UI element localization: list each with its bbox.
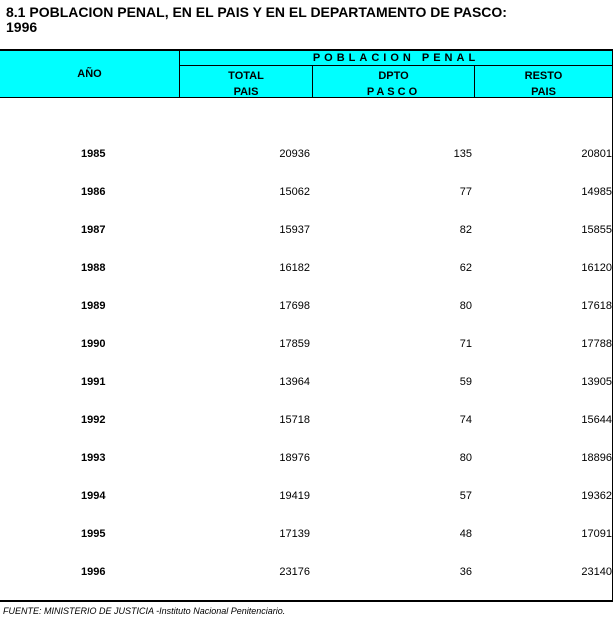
cell-total: 23176	[279, 566, 310, 578]
table-row	[0, 364, 614, 402]
header-divider	[612, 51, 613, 97]
cell-total: 15062	[279, 186, 310, 198]
header-dpto-line1: DPTO	[378, 70, 409, 82]
cell-year: 1994	[81, 490, 106, 502]
cell-total: 17139	[279, 528, 310, 540]
cell-year: 1989	[81, 300, 106, 312]
cell-year: 1990	[81, 338, 106, 350]
cell-pasco: 77	[459, 186, 472, 198]
header-total-pais	[180, 68, 312, 100]
cell-resto: 14985	[581, 186, 612, 198]
cell-total: 13964	[279, 376, 310, 388]
cell-pasco: 71	[459, 338, 472, 350]
header-group-underline	[179, 65, 613, 66]
table-row	[0, 212, 614, 250]
cell-pasco: 62	[459, 262, 472, 274]
header-total-line2: PAIS	[233, 86, 259, 98]
cell-total: 17698	[279, 300, 310, 312]
cell-year: 1987	[81, 224, 106, 236]
cell-year: 1986	[81, 186, 106, 198]
cell-year: 1996	[81, 566, 106, 578]
header-year: AÑO	[77, 68, 102, 80]
cell-year: 1992	[81, 414, 106, 426]
cell-resto: 15855	[581, 224, 612, 236]
cell-pasco: 80	[459, 452, 472, 464]
cell-resto: 15644	[581, 414, 612, 426]
header-resto-line2: PAIS	[531, 86, 556, 98]
cell-total: 15718	[279, 414, 310, 426]
cell-pasco: 135	[453, 148, 472, 160]
cell-total: 15937	[279, 224, 310, 236]
cell-year: 1991	[81, 376, 106, 388]
cell-total: 17859	[279, 338, 310, 350]
cell-resto: 23140	[581, 566, 612, 578]
cell-resto: 19362	[581, 490, 612, 502]
cell-resto: 20801	[581, 148, 612, 160]
header-dpto-pasco	[313, 68, 474, 100]
table-header	[0, 49, 613, 98]
cell-pasco: 36	[459, 566, 472, 578]
footer-divider	[0, 600, 613, 602]
cell-total: 16182	[279, 262, 310, 274]
table-row	[0, 440, 614, 478]
cell-resto: 17618	[581, 300, 612, 312]
cell-pasco: 74	[459, 414, 472, 426]
cell-pasco: 82	[459, 224, 472, 236]
header-resto-line1: RESTO	[524, 70, 563, 82]
cell-pasco: 57	[459, 490, 472, 502]
cell-total: 18976	[279, 452, 310, 464]
cell-pasco: 59	[459, 376, 472, 388]
table-right-border	[612, 98, 613, 600]
cell-year: 1993	[81, 452, 106, 464]
cell-year: 1995	[81, 528, 106, 540]
header-dpto-line2: PASCO	[366, 86, 421, 98]
table-row	[0, 402, 614, 440]
header-resto-pais	[475, 68, 612, 100]
cell-pasco: 48	[459, 528, 472, 540]
table-row	[0, 250, 614, 288]
cell-pasco: 80	[459, 300, 472, 312]
cell-total: 20936	[279, 148, 310, 160]
header-group-poblacion-penal: POBLACION PENAL	[312, 52, 480, 64]
source-note: FUENTE: MINISTERIO DE JUSTICIA -Instituto Nacional Penitenciario.	[3, 606, 286, 616]
table-row	[0, 136, 614, 174]
title-line-1: 8.1 POBLACION PENAL, EN EL PAIS Y EN EL DEPARTAMENTO DE PASCO:	[6, 4, 507, 20]
cell-year: 1985	[81, 148, 106, 160]
cell-year: 1988	[81, 262, 106, 274]
table-row	[0, 326, 614, 364]
title-line-2: 1996	[6, 19, 38, 35]
table-row	[0, 174, 614, 212]
cell-resto: 18896	[581, 452, 612, 464]
header-total-line1: TOTAL	[228, 70, 264, 82]
table-row	[0, 516, 614, 554]
cell-total: 19419	[279, 490, 310, 502]
table-row	[0, 478, 614, 516]
table-row	[0, 288, 614, 326]
cell-resto: 17091	[581, 528, 612, 540]
table-row	[0, 554, 614, 592]
cell-resto: 16120	[581, 262, 612, 274]
page-title	[6, 5, 507, 35]
cell-resto: 17788	[581, 338, 612, 350]
cell-resto: 13905	[581, 376, 612, 388]
